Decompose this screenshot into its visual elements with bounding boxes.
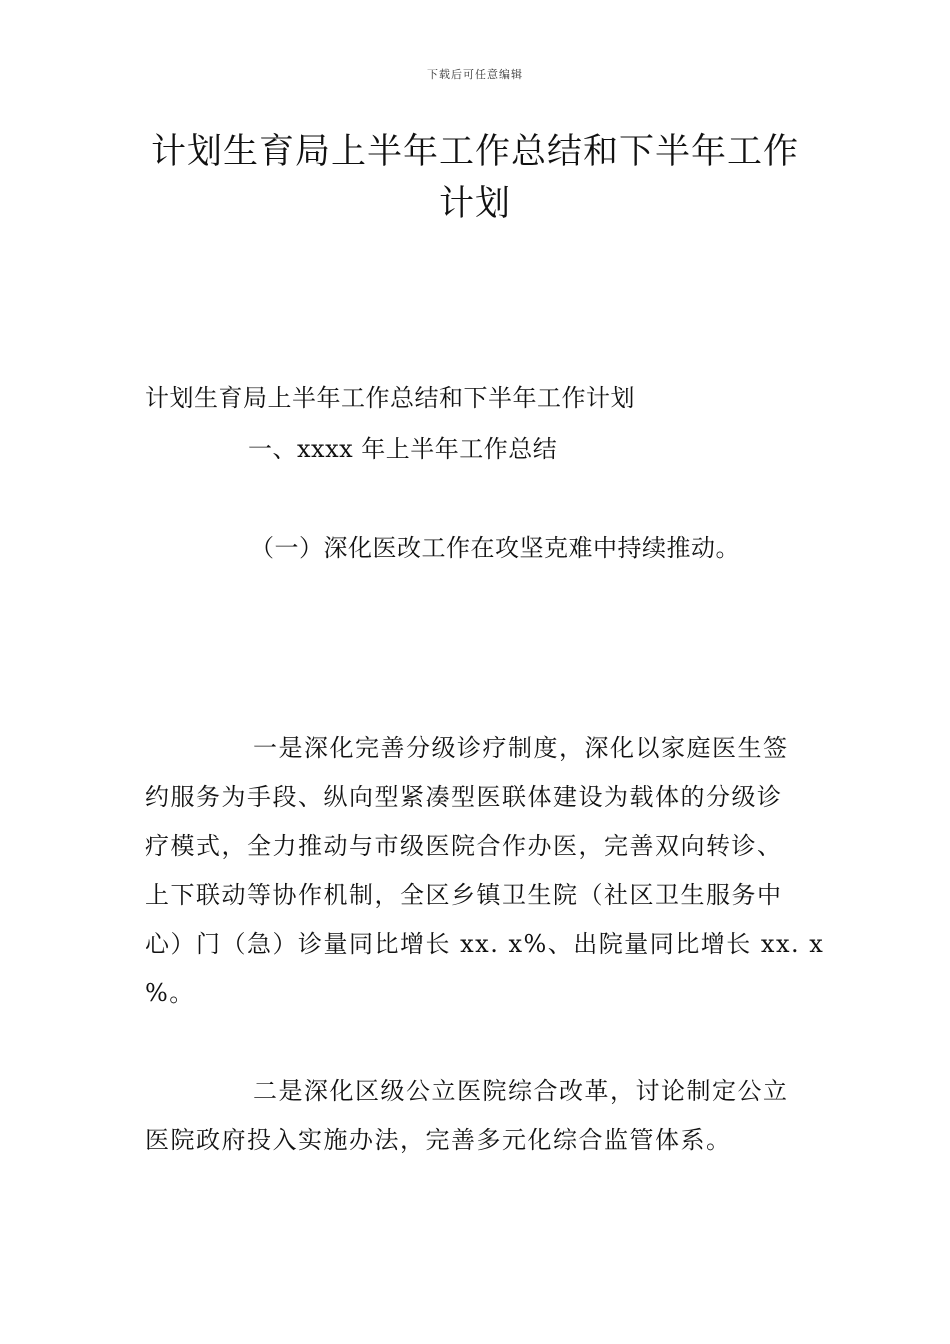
sub-heading: （一）深化医改工作在攻坚克难中持续推动。 [250, 534, 740, 562]
paragraph-1 [145, 724, 825, 1018]
paragraph-1-line: %。 [145, 979, 195, 1007]
document-title-line-2: 计划 [438, 184, 511, 224]
section-heading: 一、xxxx 年上半年工作总结 [248, 435, 558, 463]
paragraph-1-line: 上下联动等协作机制，全区乡镇卫生院（社区卫生服务中 [145, 881, 783, 909]
document-title-line-1: 计划生育局上半年工作总结和下半年工作 [150, 132, 799, 172]
paragraph-1-line: 心）门（急）诊量同比增长 xx. x%、出院量同比增长 xx. x [145, 930, 825, 958]
paragraph-2-line: 医院政府投入实施办法，完善多元化综合监管体系。 [145, 1126, 732, 1154]
paragraph-1-line: 一是深化完善分级诊疗制度，深化以家庭医生签 [253, 734, 789, 762]
paragraph-1-line: 约服务为手段、纵向型紧凑型医联体建设为载体的分级诊 [145, 783, 783, 811]
paragraph-2 [145, 1067, 810, 1165]
document-subtitle: 计划生育局上半年工作总结和下半年工作计划 [145, 384, 635, 412]
paragraph-2-line: 二是深化区级公立医院综合改革，讨论制定公立 [253, 1077, 789, 1105]
paragraph-1-line: 疗模式，全力推动与市级医院合作办医，完善双向转诊、 [145, 832, 783, 860]
header-note: 下载后可任意编辑 [427, 68, 523, 81]
document-title [140, 126, 810, 230]
